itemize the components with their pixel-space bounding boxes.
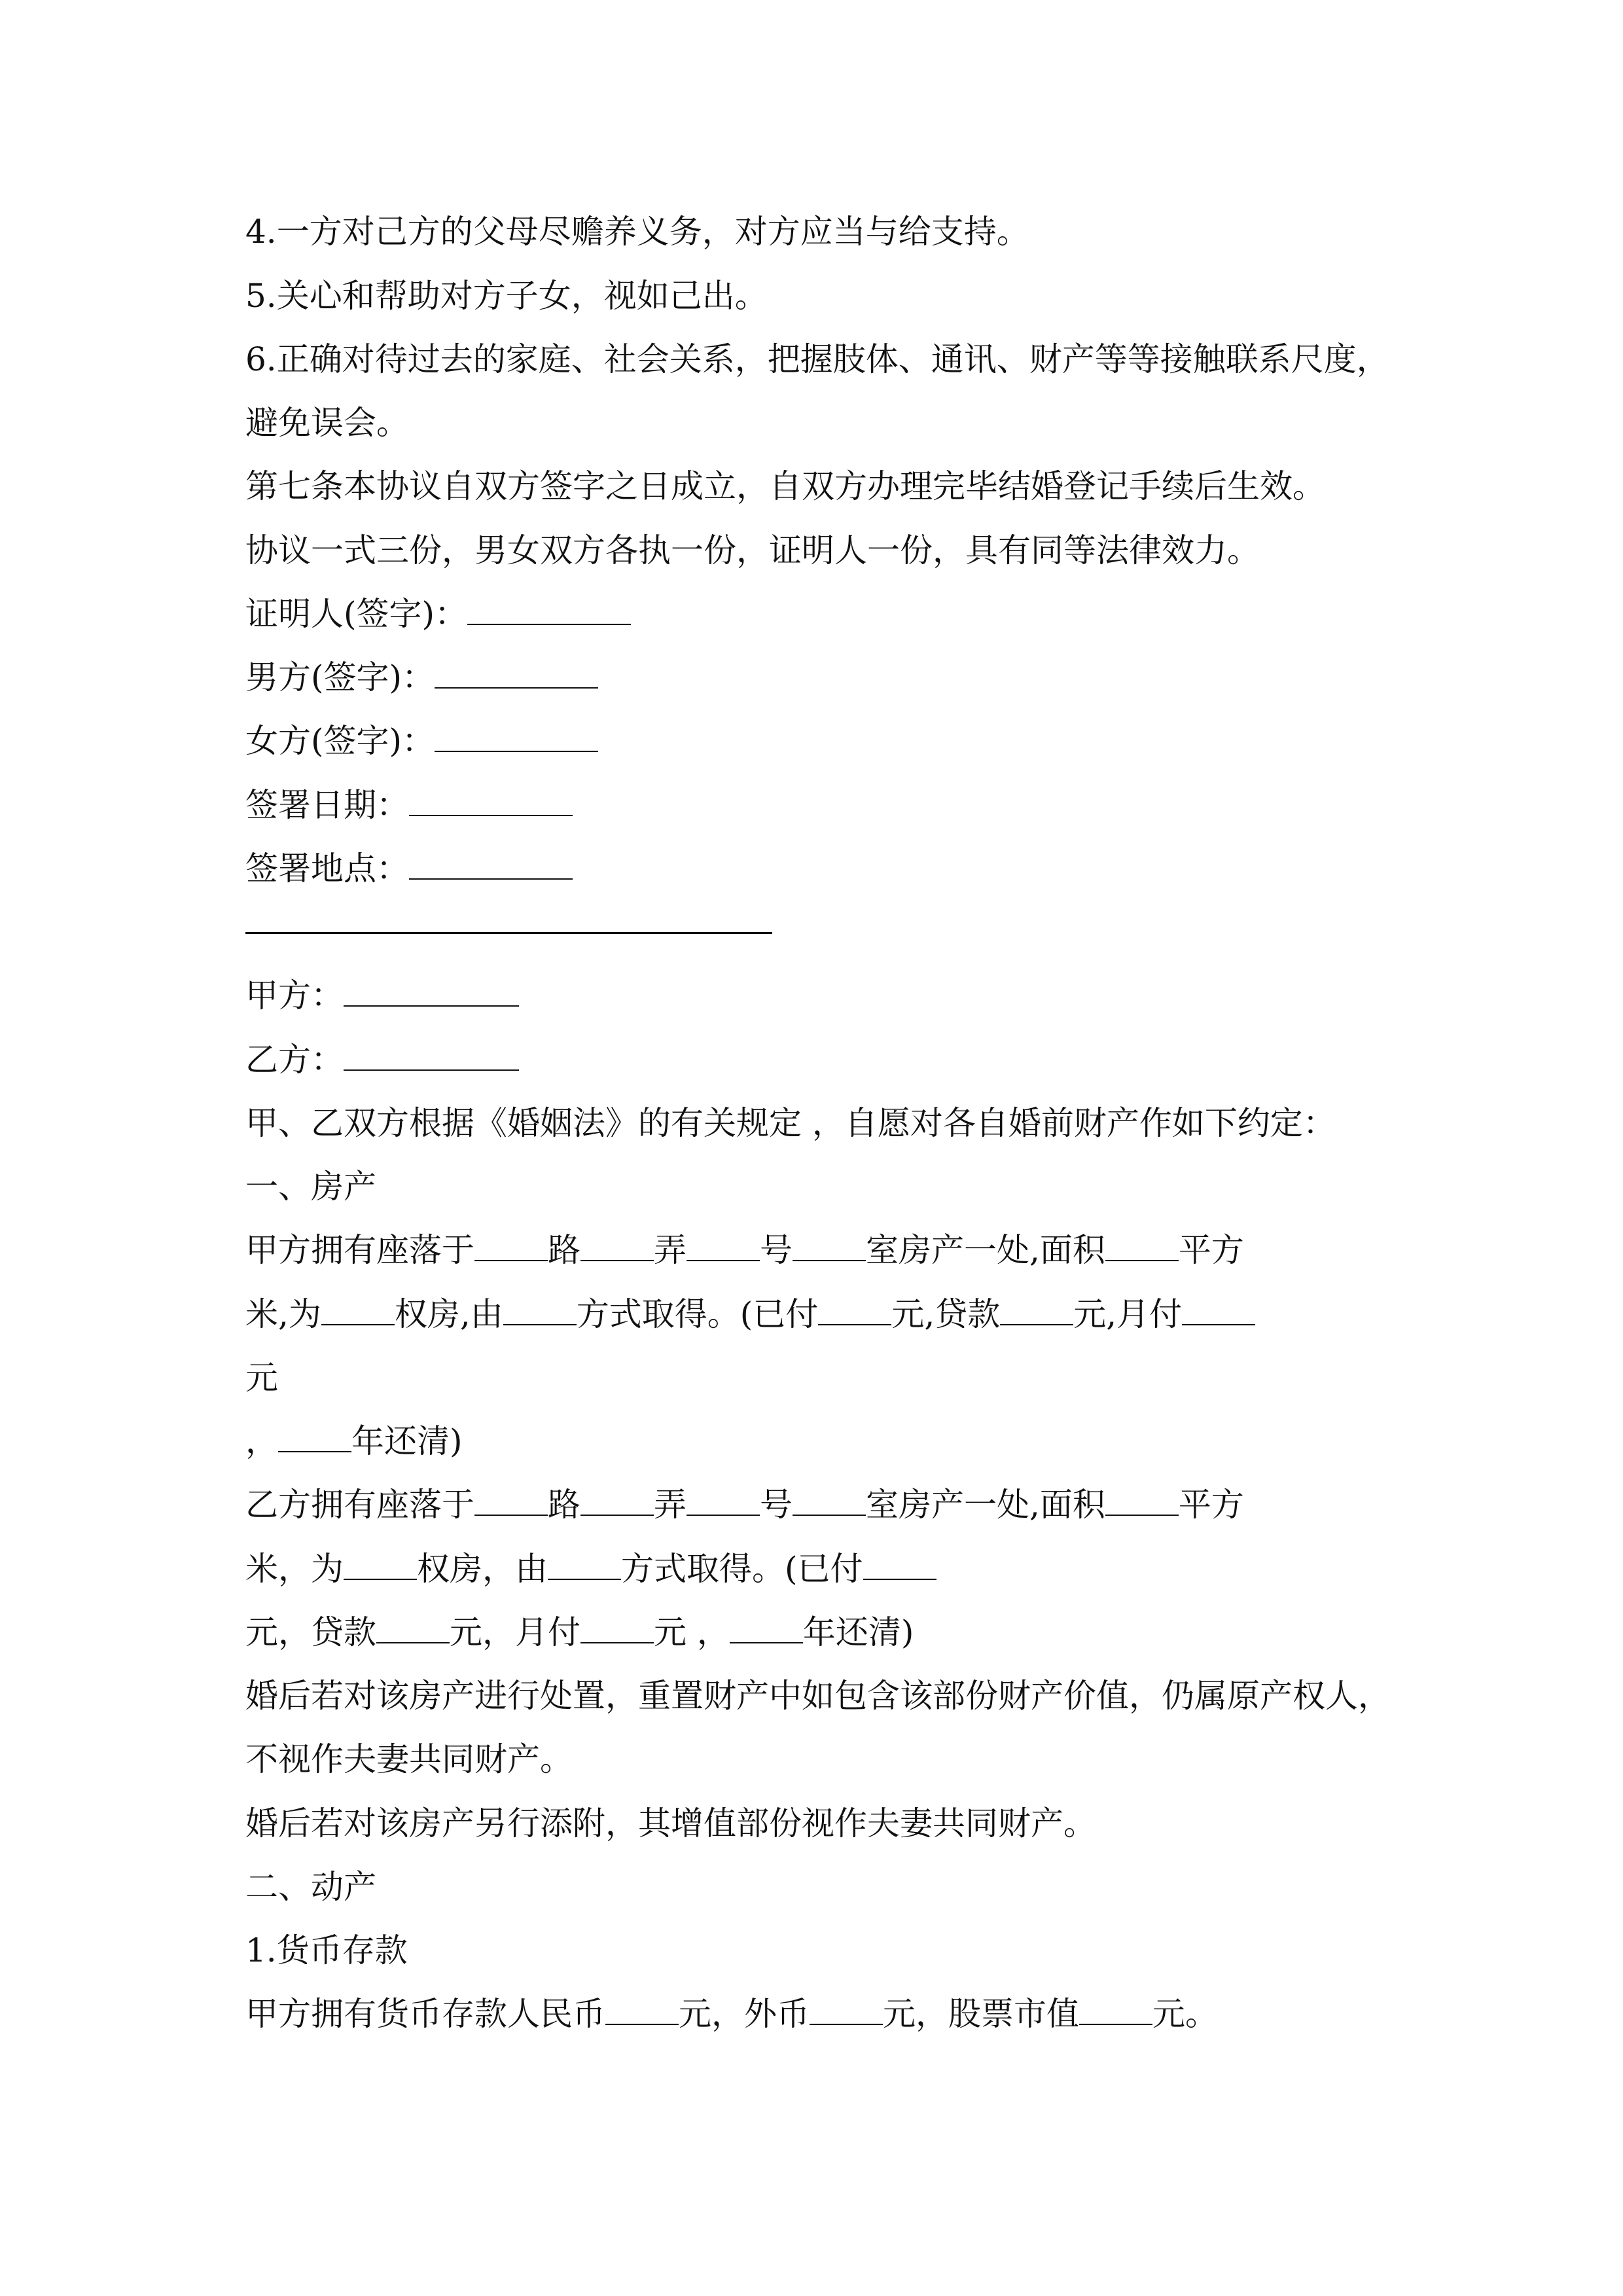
text-fragment: 元，贷款 (245, 1613, 376, 1651)
sign-date-label: 签署日期： (245, 786, 409, 824)
number-blank[interactable] (687, 1231, 760, 1261)
ownership-type-blank[interactable] (344, 1550, 417, 1580)
stock-value-blank[interactable] (1079, 1995, 1152, 2025)
husband-signature-line (245, 656, 598, 698)
road-blank[interactable] (474, 1486, 548, 1516)
party-b-line (245, 1039, 519, 1081)
text-fragment: 米,为 (245, 1295, 321, 1333)
text-fragment: 平方 (1178, 1231, 1244, 1269)
text-fragment: 路 (548, 1486, 580, 1524)
section-heading-real-estate: 一、房产 (245, 1168, 376, 1206)
text-fragment: ， (245, 1422, 278, 1460)
text-fragment: 乙方拥有座落于 (245, 1486, 474, 1524)
sign-date-blank[interactable] (409, 786, 573, 816)
text-fragment: 弄 (654, 1486, 687, 1524)
text-fragment: 元,月付 (1073, 1295, 1183, 1333)
husband-signature-label: 男方(签字)： (245, 658, 435, 696)
clause-support-parents: 4.一方对己方的父母尽赡养义务，对方应当与给支持。 (245, 213, 1029, 251)
sign-date-line (245, 784, 573, 826)
section-divider (245, 932, 772, 934)
text-fragment: 年还清) (351, 1422, 463, 1460)
text-fragment: 平方 (1178, 1486, 1244, 1524)
agreement-preamble: 甲、乙双方根据《婚姻法》的有关规定 ，自愿对各自婚前财产作如下约定： (245, 1104, 1336, 1142)
repay-years-blank[interactable] (730, 1613, 803, 1643)
party-b-property-line-3 (245, 1611, 914, 1653)
clause-care-children: 5.关心和帮助对方子女，视如己出。 (245, 277, 768, 315)
party-a-property-line-2 (245, 1293, 1255, 1335)
witness-signature-line (245, 593, 631, 635)
text-fragment: 路 (548, 1231, 580, 1269)
party-a-blank[interactable] (344, 977, 519, 1007)
text-fragment: 米，为 (245, 1550, 344, 1588)
text-fragment: 甲方拥有座落于 (245, 1231, 474, 1269)
paid-amount-blank[interactable] (818, 1295, 891, 1325)
husband-signature-blank[interactable] (435, 658, 598, 689)
road-blank[interactable] (474, 1231, 548, 1261)
disposal-clause-cont: 不视作夫妻共同财产。 (245, 1740, 573, 1778)
party-a-label: 甲方： (245, 977, 344, 1014)
party-b-property-line-2 (245, 1548, 936, 1590)
party-b-blank[interactable] (344, 1041, 519, 1071)
sign-place-line (245, 848, 573, 889)
witness-signature-label: 证明人(签字)： (245, 595, 468, 633)
text-fragment: 元，股票市值 (883, 1995, 1079, 2033)
sign-place-label: 签署地点： (245, 850, 409, 888)
text-fragment: 号 (760, 1231, 793, 1269)
article-seven: 第七条本协议自双方签字之日成立，自双方办理完毕结婚登记手续后生效。 (245, 467, 1325, 505)
party-b-label: 乙方： (245, 1041, 344, 1079)
text-fragment: 元 ， (654, 1613, 730, 1651)
text-fragment: 权房,由 (394, 1295, 503, 1333)
room-blank[interactable] (793, 1231, 866, 1261)
party-a-deposits-line (245, 1993, 1218, 2035)
loan-amount-blank[interactable] (1000, 1295, 1073, 1325)
text-fragment: 元。 (1152, 1995, 1218, 2033)
text-fragment: 方式取得。(已付 (621, 1550, 863, 1588)
text-fragment: 元，外币 (679, 1995, 810, 2033)
party-a-property-line-1 (245, 1229, 1244, 1271)
text-fragment: 权房，由 (417, 1550, 548, 1588)
repay-years-blank[interactable] (278, 1422, 351, 1452)
loan-amount-blank[interactable] (376, 1613, 450, 1643)
party-a-property-line-3: 元 (245, 1359, 278, 1397)
rmb-deposit-blank[interactable] (605, 1995, 679, 2025)
area-blank[interactable] (1105, 1486, 1179, 1516)
clause-past-relations-cont: 避免误会。 (245, 404, 409, 442)
disposal-clause: 婚后若对该房产进行处置，重置财产中如包含该部份财产价值，仍属原产权人， (245, 1677, 1391, 1715)
paid-amount-blank[interactable] (863, 1550, 936, 1580)
section-heading-movable: 二、动产 (245, 1868, 376, 1906)
text-fragment: 室房产一处,面积 (866, 1486, 1105, 1524)
foreign-currency-blank[interactable] (810, 1995, 883, 2025)
number-blank[interactable] (687, 1486, 760, 1516)
wife-signature-label: 女方(签字)： (245, 722, 435, 760)
text-fragment: 甲方拥有货币存款人民币 (245, 1995, 605, 2033)
lane-blank[interactable] (580, 1231, 654, 1261)
acquire-method-blank[interactable] (503, 1295, 577, 1325)
text-fragment: 弄 (654, 1231, 687, 1269)
addition-clause: 婚后若对该房产另行添附，其增值部份视作夫妻共同财产。 (245, 1804, 1096, 1842)
party-a-property-line-4 (245, 1420, 463, 1462)
copies-clause: 协议一式三份，男女双方各执一份，证明人一份，具有同等法律效力。 (245, 531, 1260, 569)
text-fragment: 元，月付 (450, 1613, 580, 1651)
monthly-payment-blank[interactable] (1182, 1295, 1255, 1325)
monthly-payment-blank[interactable] (580, 1613, 654, 1643)
acquire-method-blank[interactable] (548, 1550, 621, 1580)
sign-place-blank[interactable] (409, 850, 573, 880)
text-fragment: 室房产一处,面积 (866, 1231, 1105, 1269)
witness-signature-blank[interactable] (467, 595, 631, 625)
ownership-type-blank[interactable] (321, 1295, 395, 1325)
party-b-property-line-1 (245, 1484, 1244, 1526)
area-blank[interactable] (1105, 1231, 1179, 1261)
wife-signature-blank[interactable] (435, 722, 598, 752)
wife-signature-line (245, 720, 598, 762)
room-blank[interactable] (793, 1486, 866, 1516)
lane-blank[interactable] (580, 1486, 654, 1516)
text-fragment: 元,贷款 (891, 1295, 1001, 1333)
text-fragment: 方式取得。(已付 (576, 1295, 819, 1333)
text-fragment: 号 (760, 1486, 793, 1524)
clause-past-relations: 6.正确对待过去的家庭、社会关系，把握肢体、通讯、财产等等接触联系尺度， (245, 340, 1389, 378)
subheading-deposits: 1.货币存款 (245, 1931, 408, 1969)
party-a-line (245, 975, 519, 1016)
text-fragment: 年还清) (802, 1613, 914, 1651)
